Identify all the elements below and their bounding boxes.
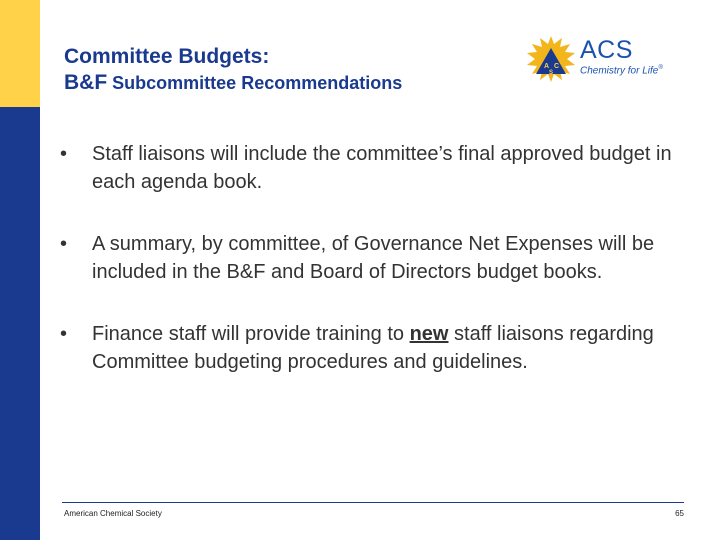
bullet-item bbox=[60, 320, 700, 376]
bullet-text-pre: Finance staff will provide training to bbox=[92, 323, 410, 345]
bullet-item bbox=[60, 140, 700, 196]
page-number: 65 bbox=[675, 509, 684, 518]
bullet-text: A summary, by committee, of Governance Net Expenses will be included in the B&F and Board of Directors budget books. bbox=[92, 233, 655, 283]
title-line-2-rest: Subcommittee Recommendations bbox=[107, 73, 403, 93]
logo-wordmark: ACS bbox=[580, 36, 633, 64]
accent-bar-blue bbox=[0, 107, 40, 540]
bullet-item bbox=[60, 230, 700, 286]
bullet-emphasis: new bbox=[409, 323, 449, 345]
acs-logo bbox=[524, 34, 674, 88]
bullet-list bbox=[60, 140, 700, 410]
footer-divider bbox=[62, 502, 684, 503]
bullet-text: Staff liaisons will include the committee’s final approved budget in each agenda book. bbox=[92, 143, 672, 193]
acs-seal-icon bbox=[524, 34, 578, 88]
trademark-symbol: ® bbox=[658, 65, 663, 71]
logo-tagline-text: Chemistry for Life bbox=[580, 65, 659, 77]
bullet-dot: • bbox=[60, 233, 68, 255]
bullet-dot: • bbox=[60, 143, 68, 165]
logo-tagline bbox=[580, 65, 663, 76]
bullet-dot: • bbox=[60, 323, 68, 345]
footer-organization: American Chemical Society bbox=[64, 509, 162, 518]
bullet-text-post: staff liaisons regarding Committee budgeting procedures and guidelines. bbox=[92, 323, 654, 373]
seal-letter-a: A bbox=[544, 63, 550, 70]
seal-letter-c: C bbox=[554, 63, 560, 70]
accent-bar-yellow bbox=[0, 0, 40, 107]
seal-letter-s: S bbox=[549, 70, 554, 76]
title-line-1: Committee Budgets: bbox=[64, 45, 270, 68]
title-line-2-bold: B&F bbox=[64, 71, 108, 94]
slide-title bbox=[64, 44, 402, 98]
